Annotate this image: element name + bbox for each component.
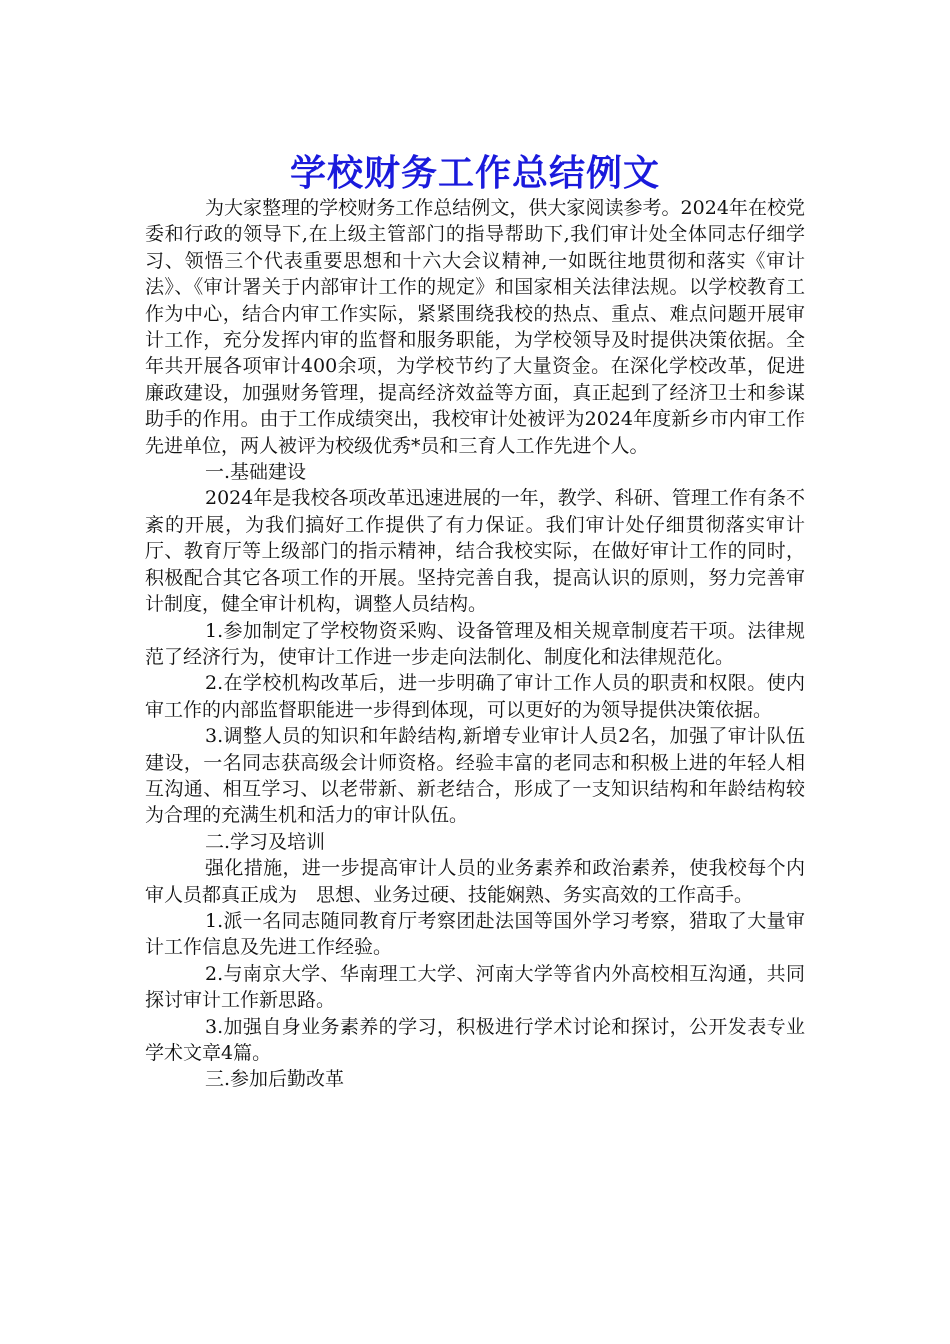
body-paragraph: 强化措施，进一步提高审计人员的业务素养和政治素养，使我校每个内审人员都真正成为 思想、业务过硬、技能娴熟、务实高效的工作高手。 xyxy=(145,857,805,906)
list-item-paragraph: 3.调整人员的知识和年龄结构,新增专业审计人员2名，加强了审计队伍建设，一名同志获高级会计师资格。经验丰富的老同志和积极上进的年轻人相互沟通、相互学习、以老带新、新老结合，形成了一支知识结构和年龄结构较为合理的充满生机和活力的审计队伍。 xyxy=(145,725,805,827)
list-item-paragraph: 2.在学校机构改革后，进一步明确了审计工作人员的职责和权限。使内审工作的内部监督职能进一步得到体现，可以更好的为领导提供决策依据。 xyxy=(145,672,805,721)
list-item-paragraph: 3.加强自身业务素养的学习，积极进行学术讨论和探讨，公开发表专业学术文章4篇。 xyxy=(145,1015,805,1064)
document-title: 学校财务工作总结例文 xyxy=(289,153,660,195)
list-item-paragraph: 2.与南京大学、华南理工大学、河南大学等省内外高校相互沟通，共同探讨审计工作新思路。 xyxy=(145,962,805,1012)
list-item-paragraph: 1.参加制定了学校物资采购、设备管理及相关规章制度若干项。法律规范了经济行为，使审计工作进一步走向法制化、制度化和法律规范化。 xyxy=(145,619,805,668)
section-heading-study-training: 二.学习及培训 xyxy=(205,830,326,853)
intro-paragraph: 为大家整理的学校财务工作总结例文，供大家阅读参考。2024年在校党委和行政的领导下,在上级主管部门的指导帮助下,我们审计处全体同志仔细学习、领悟三个代表重要思想和十六大会议精神,一如既往地贯彻和落实《审计法》、《审计署关于内部审计工作的规定》和国家相关法律法规。以学校教育工作为中心，结合内审工作实际，紧紧围绕我校的热点、重点、难点问题开展审计工作，充分发挥内审的监督和服务职能，为学校领导及时提供决策依据。全年共开展各项审计400余项，为学校节约了大量资金。在深化学校改革，促进廉政建设，加强财务管理，提高经济效益等方面，真正起到了经济卫士和参谋助手的作用。由于工作成绩突出，我校审计处被评为2024年度新乡市内审工作先进单位，两人被评为校级优秀*员和三育人工作先进个人。 xyxy=(145,197,805,457)
document-body xyxy=(145,195,805,1093)
section-heading-basic-construction: 一.基础建设 xyxy=(205,461,307,484)
list-item-paragraph: 1.派一名同志随同教育厅考察团赴法国等国外学习考察，猎取了大量审计工作信息及先进工作经验。 xyxy=(145,909,805,959)
section-heading-logistics-reform: 三.参加后勤改革 xyxy=(205,1068,345,1091)
body-paragraph: 2024年是我校各项改革迅速进展的一年，教学、科研、管理工作有条不紊的开展，为我们搞好工作提供了有力保证。我们审计处仔细贯彻落实审计厅、教育厅等上级部门的指示精神，结合我校实际，在做好审计工作的同时，积极配合其它各项工作的开展。坚持完善自我，提高认识的原则，努力完善审计制度，健全审计机构，调整人员结构。 xyxy=(145,487,805,616)
